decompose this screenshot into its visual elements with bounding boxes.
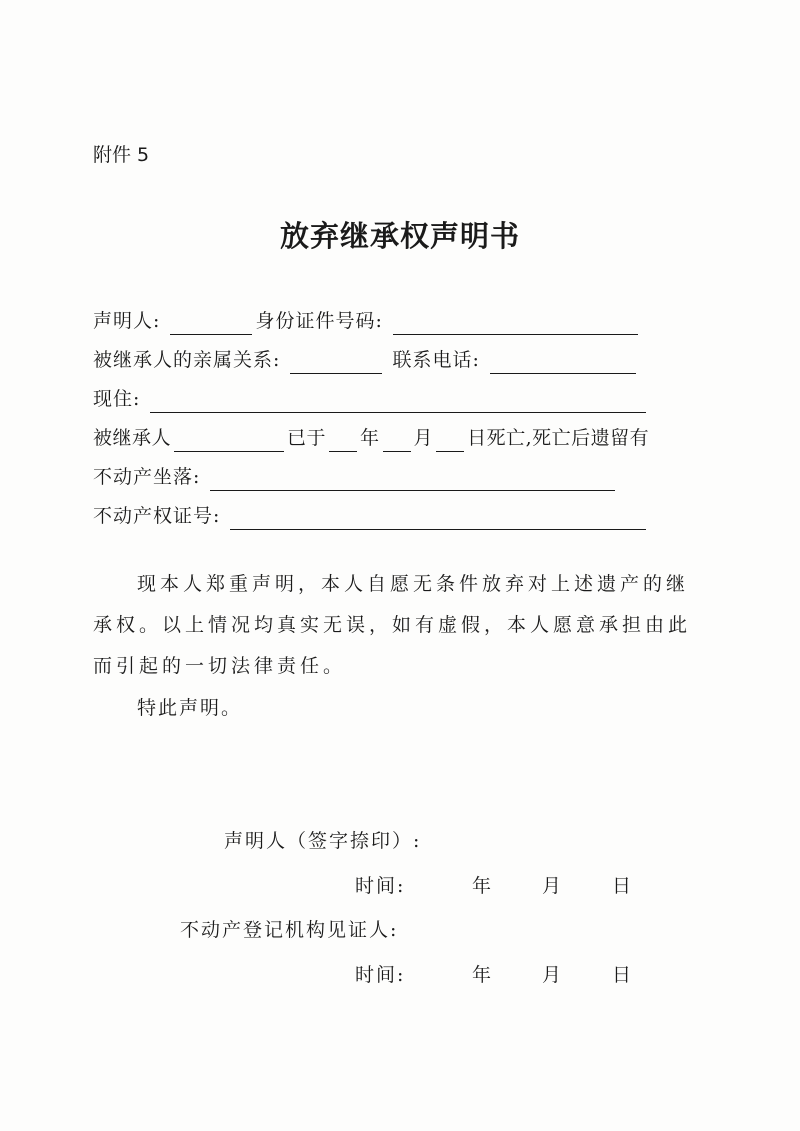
row-property-cert — [93, 502, 649, 530]
property-cert-blank[interactable] — [230, 507, 646, 530]
document-title: 放弃继承权声明书 — [279, 219, 520, 253]
died-on-label: 已于 — [287, 427, 327, 449]
month-blank[interactable] — [383, 429, 411, 452]
property-location-label: 不动产坐落: — [93, 466, 201, 488]
time-month: 月 — [542, 875, 562, 897]
row-property-location — [93, 463, 618, 491]
row-relation — [93, 346, 639, 374]
property-location-blank[interactable] — [210, 468, 615, 491]
row-declarant — [93, 307, 641, 335]
witness-label: 不动产登记机构见证人: — [180, 919, 399, 941]
row-address — [93, 385, 649, 413]
witness-time-label: 时间: — [355, 964, 406, 986]
id-number-label: 身份证件号码: — [255, 310, 383, 332]
year-label: 年 — [360, 427, 380, 449]
deceased-label: 被继承人 — [93, 427, 172, 449]
time-label: 时间: — [355, 875, 406, 897]
witness-time-year: 年 — [472, 964, 492, 986]
statement-paragraph: 现本人郑重声明，本人自愿无条件放弃对上述遗产的继承权。以上情况均真实无误，如有虚假，本人愿意承担由此而引起的一切法律责任。 — [93, 573, 692, 677]
declarant-blank[interactable] — [170, 312, 252, 335]
deceased-blank[interactable] — [174, 429, 284, 452]
phone-blank[interactable] — [490, 351, 636, 374]
time-day: 日 — [612, 875, 632, 897]
witness-time-day: 日 — [612, 964, 632, 986]
row-deceased — [93, 424, 649, 452]
closing-text: 特此声明。 — [137, 697, 243, 719]
phone-label: 联系电话: — [392, 349, 480, 371]
attachment-label: 附件 5 — [93, 144, 150, 166]
declarant-label: 声明人: — [93, 310, 161, 332]
relation-label: 被继承人的亲属关系: — [93, 349, 281, 371]
month-label: 月 — [413, 427, 434, 449]
day-blank[interactable] — [436, 429, 464, 452]
id-number-blank[interactable] — [393, 312, 638, 335]
property-cert-label: 不动产权证号: — [93, 505, 221, 527]
year-blank[interactable] — [329, 429, 357, 452]
time-year: 年 — [472, 875, 492, 897]
declarant-sign-label: 声明人（签字捺印）: — [224, 830, 422, 852]
relation-blank[interactable] — [290, 351, 382, 374]
address-label: 现住: — [93, 388, 141, 410]
day-suffix: 日死亡,死亡后遗留有 — [467, 427, 650, 449]
witness-time-month: 月 — [542, 964, 562, 986]
address-blank[interactable] — [150, 390, 646, 413]
